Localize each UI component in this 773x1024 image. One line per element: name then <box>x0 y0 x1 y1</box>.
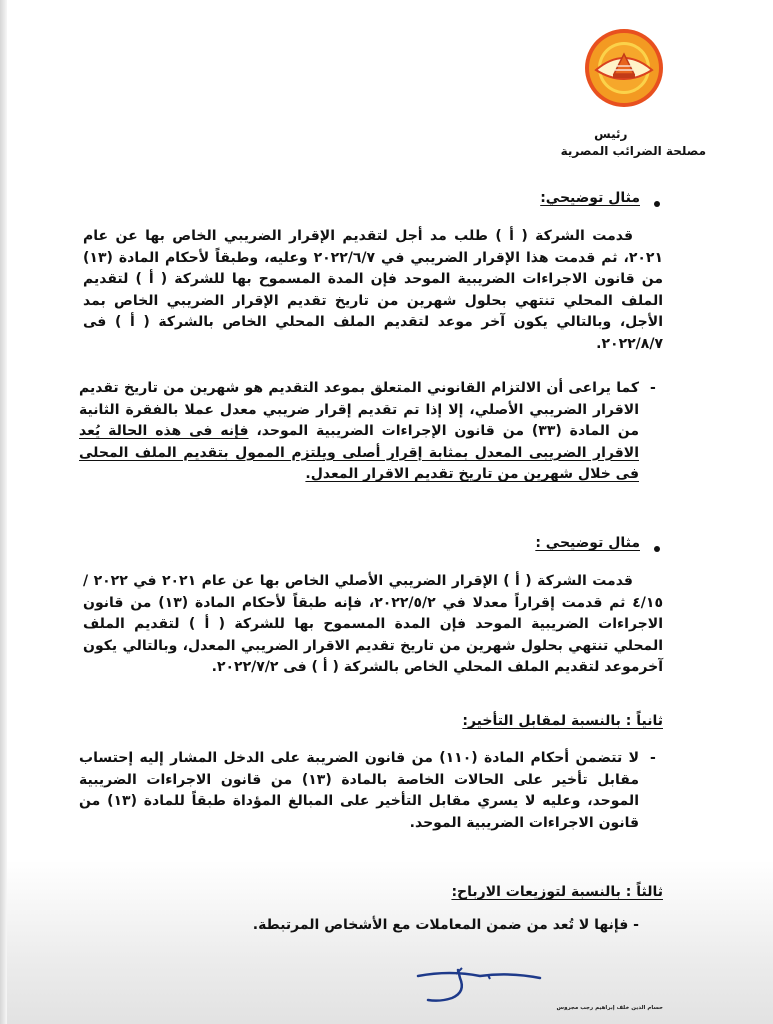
page-edge-shadow <box>0 0 7 1024</box>
example1-paragraph: قدمت الشركة ( أ ) طلب مد أجل لتقديم الإقرار الضريبي الخاص بها عن عام ٢٠٢١، ثم قدمت هذا الإقرار الضريبي في ٢٠٢٢/٦/٧ وعليه، وطبقاً لأحكام المادة (١٣) من قانون الاجراءات الضريبية الموحد فإن المدة المسموح بها للشركة ( أ ) لتقديم الملف المحلي تنتهي بحلول شهرين من تاريخ تقديم الإقرار الضريبي الخاص بمد الأجل، وبالتالي يكون آخر موعد لتقديم الملف المحلي الخاص بالشركة ( أ ) فى ٢٠٢٢/٨/٧. <box>83 228 664 352</box>
dash-bullet-icon: - <box>650 380 656 396</box>
signer-name: حسام الدين خلف إبراهيم رجب مجروس <box>556 1005 663 1011</box>
note-underlined-text: فإنه فى هذه الحالة يُعد الاقرار الضريبى المعدل بمثابة إقرار أصلى ويلتزم الممول بتقديم الملف المحلى فى خلال شهرين من تاريخ تقديم الاقرار المعدل. <box>79 423 639 482</box>
tax-authority-logo-icon <box>584 28 664 108</box>
third-heading: ثالثاً : بالنسبة لتوزيعات الارباح: <box>451 884 663 900</box>
third-paragraph: - فإنها لا تُعد من ضمن المعاملات مع الأشخاص المرتبطة. <box>252 917 639 933</box>
dash-bullet-icon: - <box>628 917 639 933</box>
example1-heading: مثال توضيحي: <box>540 190 640 206</box>
title-line1: رئيس <box>594 127 628 141</box>
second-heading: ثانياً : بالنسبة لمقابل التأخير: <box>462 713 663 729</box>
note-paragraph <box>79 378 639 486</box>
bullet-icon <box>654 546 660 552</box>
bullet-icon <box>654 201 660 207</box>
letterhead-title <box>560 126 706 160</box>
note-text: كما يراعى أن الالتزام القانوني المتعلق بموعد التقديم هو شهرين من تاريخ تقديم الاقرار الضريبي الأصلي، إلا إذا تم تقديم إقرار ضريبي معدل عملا بالفقرة الثانية من المادة (٣٣) من قانون الإجراءات الضريبية الموحد، <box>79 380 639 439</box>
example2-paragraph: قدمت الشركة ( أ ) الإقرار الضريبي الأصلي الخاص بها عن عام ٢٠٢١ في ٢٠٢٢ /٤/١٥ ثم قدمت إقراراً معدلا في ٢٠٢٢/٥/٢، فإنه طبقاً لأحكام المادة (١٣) من قانون الاجراءات الضريبية الموحد فإن المدة المسموح بها للشركة ( أ ) لتقديم الملف المحلي تنتهي بحلول شهرين من تاريخ تقديم الاقرار الضريبي المعدل، وبالتالي يكون آخرموعد لتقديم الملف المحلي الخاص بالشركة ( أ ) فى ٢٠٢٢/٧/٢. <box>83 573 663 675</box>
title-line2: مصلحة الضرائب المصرية <box>560 144 706 158</box>
dash-bullet-icon: - <box>650 750 656 766</box>
second-paragraph: لا تتضمن أحكام المادة (١١٠) من قانون الضريبة على الدخل المشار إليه إحتساب مقابل تأخير على الحالات الخاصة بالمادة (١٣) من قانون الاجراءات الضريبية الموحد، وعليه لا يسري مقابل التأخير على المبالغ المؤداة طبقاً للمادة (١٣) من قانون الاجراءات الضريبية الموحد. <box>79 750 639 831</box>
example2-heading: مثال توضيحي : <box>535 535 640 551</box>
signature-icon <box>410 962 550 1012</box>
